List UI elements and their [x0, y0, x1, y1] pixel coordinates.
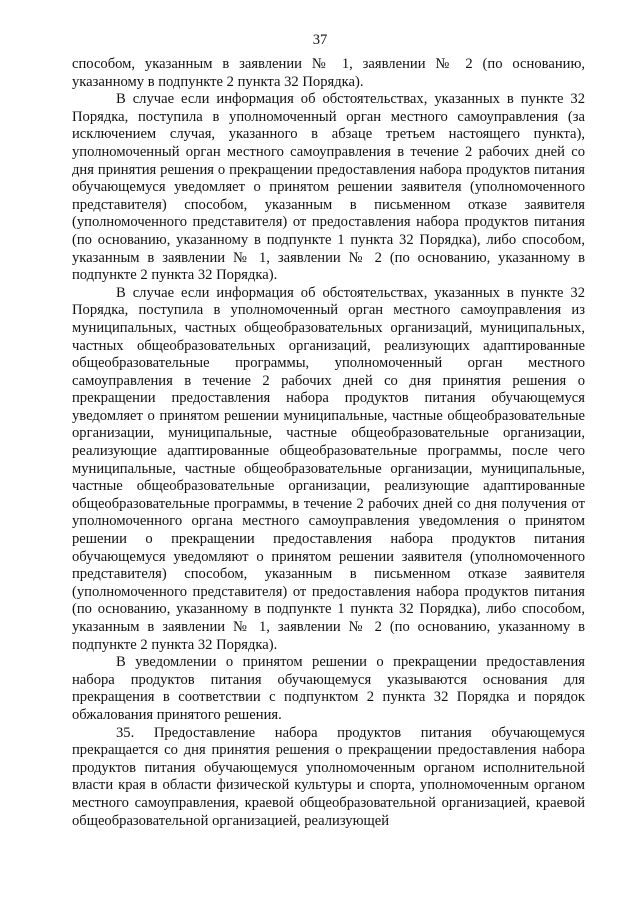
paragraph-notification-via-organizations: В случае если информация об обстоятельствах, указанных в пункте 32 Порядка, поступила в уполномоченный орган местного самоуправления из муниципальных, частных общеобразовательных организаций, муниципальных, частных общеобразовательных организаций, реализующих адаптированные общеобразовательные программы, уполномоченный орган местного самоуправления в течение 2 рабочих дней со дня принятия решения о прекращении предоставления набора продуктов питания обучающемуся уведомляет о принятом решении муниципальные, частные общеобразовательные организации, муниципальные, частные общеобразовательные организации, реализующие адаптированные общеобразовательные программы, после чего муниципальные, частные общеобразовательные организации, муниципальные, частные общеобразовательные организации, реализующие адаптированные общеобразовательные программы, в течение 2 рабочих дней со дня получения от уполномоченного органа местного самоуправления уведомления о принятом решении о прекращении предоставления набора продуктов питания обучающемуся уведомляют о принятом решении заявителя (уполномоченного представителя) способом, указанным в письменном отказе заявителя (уполномоченного представителя) от предоставления набора продуктов питания (по основанию, указанному в подпункте 1 пункта 32 Порядка), либо способом, указанным в заявлении № 1, заявлении № 2 (по основанию, указанному в подпункте 2 пункта 32 Порядка). — [72, 284, 585, 653]
page-number: 37 — [312, 32, 328, 48]
paragraph-notification-contents: В уведомлении о принятом решении о прекращении предоставления набора продуктов питания обучающемуся указываются основания для прекращения в соответствии с подпунктом 2 пункта 32 Порядка и порядок обжалования принятого решения. — [72, 654, 585, 723]
paragraph-clause-35: 35. Предоставление набора продуктов питания обучающемуся прекращается со дня принятия решения о прекращении предоставления набора продуктов питания обучающемуся уполномоченным органом исполнительной власти края в области физической культуры и спорта, уполномоченным органом местного самоуправления, краевой общеобразовательной организацией, краевой общеобразовательной организацией, реализующей — [72, 724, 585, 829]
paragraph-continuation: способом, указанным в заявлении № 1, заявлении № 2 (по основанию, указанному в подпункте 2 пункта 32 Порядка). — [72, 56, 585, 90]
paragraph-notification-direct: В случае если информация об обстоятельствах, указанных в пункте 32 Порядка, поступила в уполномоченный орган местного самоуправления (за исключением случая, указанного в абзаце третьем настоящего пункта), уполномоченный орган местного самоуправления в течение 2 рабочих дней со дня принятия решения о прекращении предоставления набора продуктов питания обучающемуся уведомляет о принятом решении заявителя (уполномоченного представителя) способом, указанным в письменном отказе заявителя (уполномоченного представителя) от предоставления набора продуктов питания (по основанию, указанному в подпункте 1 пункта 32 Порядка), либо способом, указанным в заявлении № 1, заявлении № 2 (по основанию, указанному в подпункте 2 пункта 32 Порядка). — [72, 91, 585, 284]
document-body — [72, 56, 585, 830]
